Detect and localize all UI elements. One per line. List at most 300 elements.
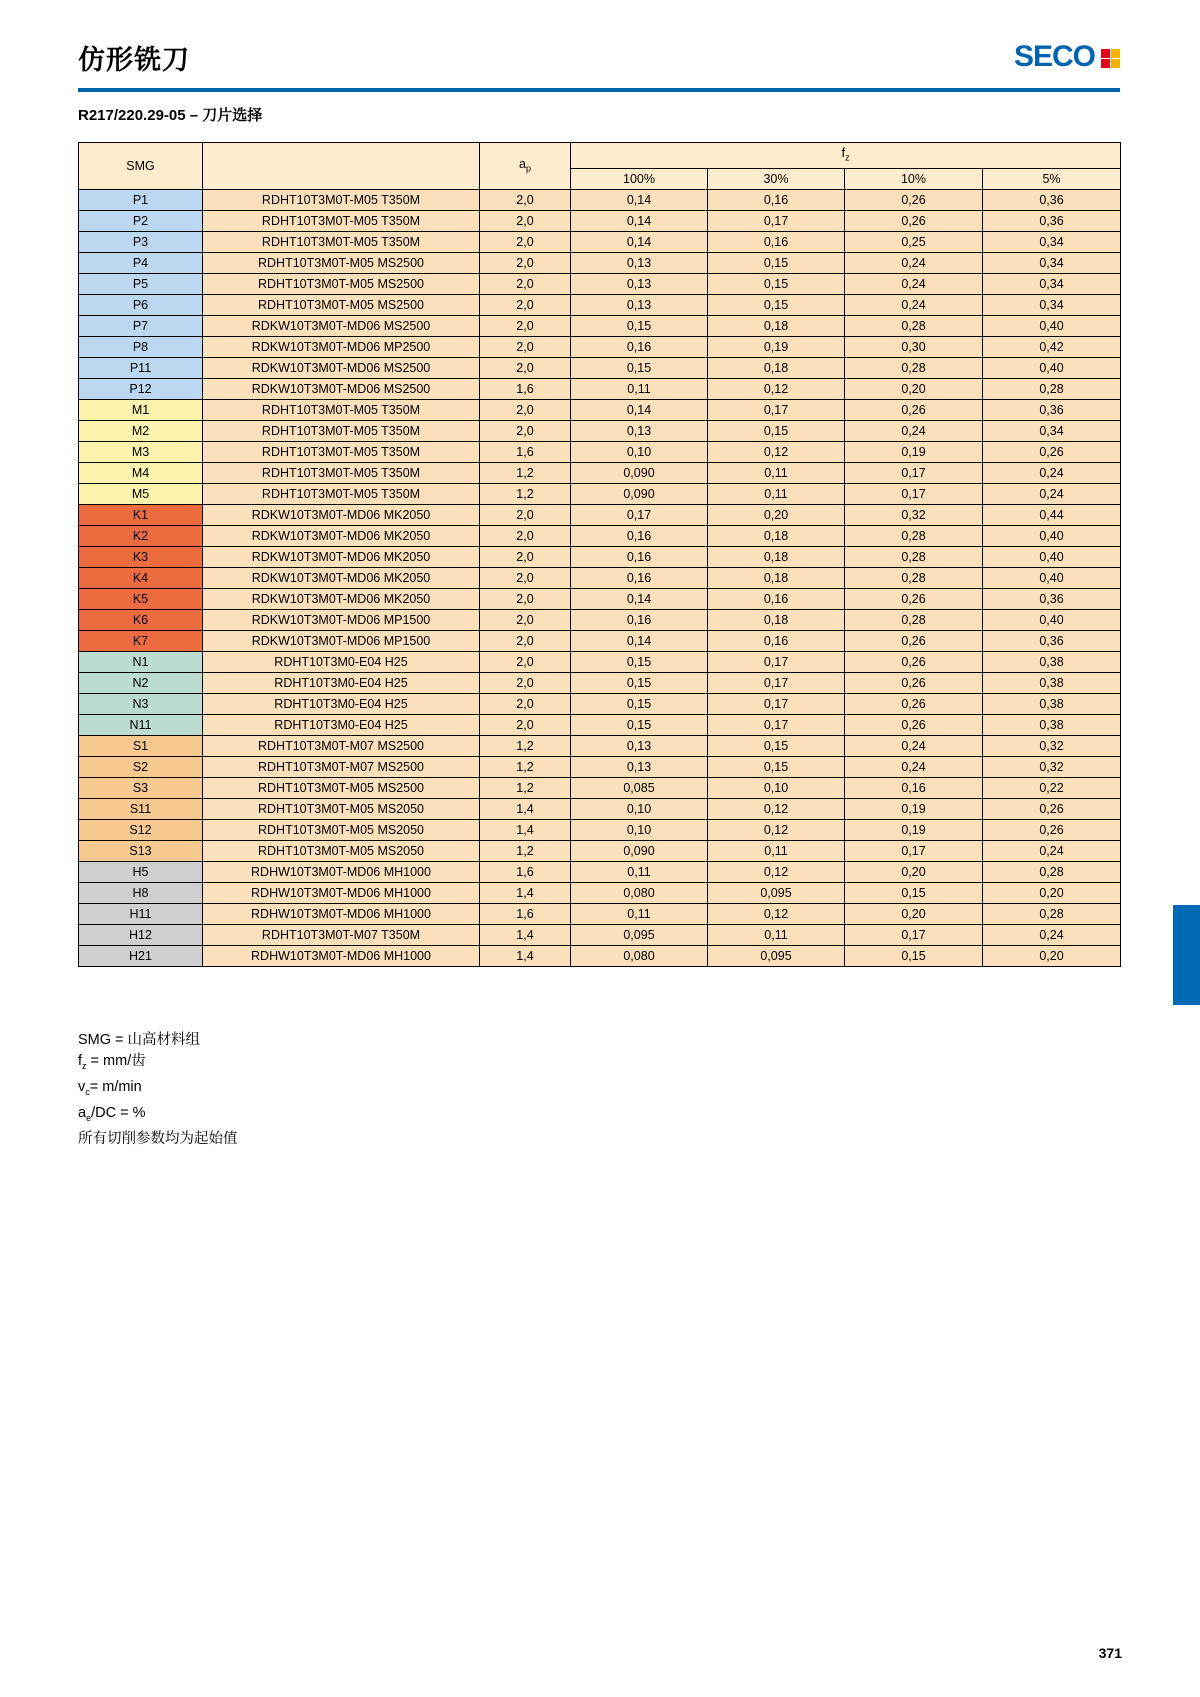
cell-designation: RDHT10T3M0T-M05 MS2500: [203, 777, 480, 798]
cell-fz-10: 0,30: [845, 336, 983, 357]
cell-fz-30: 0,12: [708, 378, 845, 399]
cell-smg: M1: [79, 399, 203, 420]
cell-fz-100: 0,14: [571, 210, 708, 231]
cell-ap: 1,2: [480, 735, 571, 756]
cell-fz-100: 0,15: [571, 651, 708, 672]
cell-smg: S13: [79, 840, 203, 861]
cell-ap: 2,0: [480, 336, 571, 357]
cell-fz-100: 0,14: [571, 630, 708, 651]
cell-fz-100: 0,13: [571, 294, 708, 315]
cell-designation: RDHT10T3M0-E04 H25: [203, 693, 480, 714]
cell-smg: K7: [79, 630, 203, 651]
cell-fz-30: 0,17: [708, 693, 845, 714]
cell-ap: 2,0: [480, 294, 571, 315]
cell-ap: 1,4: [480, 924, 571, 945]
cell-fz-5: 0,24: [983, 840, 1121, 861]
cell-smg: P6: [79, 294, 203, 315]
table-row: [79, 798, 1121, 819]
cell-ap: 1,4: [480, 945, 571, 966]
cell-designation: RDHT10T3M0T-M05 MS2050: [203, 798, 480, 819]
cell-fz-5: 0,38: [983, 651, 1121, 672]
table-row: [79, 672, 1121, 693]
table-row: [79, 861, 1121, 882]
cell-fz-100: 0,090: [571, 483, 708, 504]
cell-fz-10: 0,19: [845, 798, 983, 819]
cell-fz-30: 0,095: [708, 882, 845, 903]
note-vc: [78, 1077, 238, 1103]
cell-fz-10: 0,26: [845, 672, 983, 693]
cell-ap: 1,2: [480, 840, 571, 861]
cell-fz-30: 0,20: [708, 504, 845, 525]
cell-ap: 2,0: [480, 672, 571, 693]
cell-fz-5: 0,40: [983, 357, 1121, 378]
cell-designation: RDHT10T3M0T-M05 T350M: [203, 399, 480, 420]
cell-smg: H8: [79, 882, 203, 903]
cell-fz-100: 0,16: [571, 546, 708, 567]
cell-fz-5: 0,24: [983, 462, 1121, 483]
cell-fz-30: 0,18: [708, 609, 845, 630]
cell-fz-30: 0,17: [708, 399, 845, 420]
cell-fz-10: 0,26: [845, 693, 983, 714]
cell-fz-100: 0,10: [571, 798, 708, 819]
cell-fz-10: 0,28: [845, 567, 983, 588]
cell-fz-100: 0,14: [571, 231, 708, 252]
cell-ap: 1,6: [480, 903, 571, 924]
cell-fz-5: 0,42: [983, 336, 1121, 357]
cell-designation: RDHW10T3M0T-MD06 MH1000: [203, 945, 480, 966]
cell-smg: P3: [79, 231, 203, 252]
cell-fz-30: 0,17: [708, 714, 845, 735]
cell-smg: K1: [79, 504, 203, 525]
cell-fz-5: 0,44: [983, 504, 1121, 525]
cell-ap: 2,0: [480, 210, 571, 231]
cell-fz-5: 0,40: [983, 315, 1121, 336]
cell-fz-5: 0,28: [983, 378, 1121, 399]
cell-fz-10: 0,24: [845, 273, 983, 294]
cell-fz-10: 0,28: [845, 525, 983, 546]
table-row: [79, 315, 1121, 336]
cell-designation: RDHT10T3M0T-M05 MS2500: [203, 273, 480, 294]
cell-smg: P8: [79, 336, 203, 357]
cell-fz-5: 0,34: [983, 231, 1121, 252]
cell-fz-100: 0,14: [571, 399, 708, 420]
cell-smg: S2: [79, 756, 203, 777]
cell-smg: P1: [79, 189, 203, 210]
header-fz-10: 10%: [845, 168, 983, 189]
cell-fz-100: 0,16: [571, 567, 708, 588]
cell-fz-30: 0,16: [708, 630, 845, 651]
cell-designation: RDHT10T3M0T-M07 MS2500: [203, 735, 480, 756]
cell-designation: RDKW10T3M0T-MD06 MP1500: [203, 630, 480, 651]
cell-smg: P11: [79, 357, 203, 378]
cell-fz-100: 0,15: [571, 693, 708, 714]
cell-smg: M5: [79, 483, 203, 504]
cell-fz-5: 0,34: [983, 252, 1121, 273]
cell-fz-100: 0,13: [571, 756, 708, 777]
cell-fz-100: 0,15: [571, 315, 708, 336]
cell-fz-5: 0,38: [983, 693, 1121, 714]
cell-fz-100: 0,17: [571, 504, 708, 525]
table-row: [79, 231, 1121, 252]
cell-fz-100: 0,14: [571, 588, 708, 609]
cell-fz-30: 0,12: [708, 441, 845, 462]
insert-selection-table-wrap: [78, 142, 1120, 967]
cell-fz-5: 0,40: [983, 546, 1121, 567]
cell-fz-30: 0,17: [708, 210, 845, 231]
table-row: [79, 336, 1121, 357]
cell-designation: RDHT10T3M0T-M05 T350M: [203, 462, 480, 483]
cell-fz-10: 0,26: [845, 651, 983, 672]
cell-fz-10: 0,28: [845, 315, 983, 336]
table-row: [79, 945, 1121, 966]
cell-ap: 1,2: [480, 483, 571, 504]
cell-fz-10: 0,20: [845, 378, 983, 399]
cell-ap: 2,0: [480, 651, 571, 672]
cell-fz-5: 0,40: [983, 567, 1121, 588]
cell-designation: RDKW10T3M0T-MD06 MS2500: [203, 378, 480, 399]
note-vc-text: = m/min: [89, 1078, 142, 1095]
cell-fz-10: 0,24: [845, 756, 983, 777]
cell-fz-100: 0,080: [571, 945, 708, 966]
table-row: [79, 294, 1121, 315]
header-ap-label: $a_p$: [519, 156, 531, 174]
cell-ap: 2,0: [480, 273, 571, 294]
cell-smg: M4: [79, 462, 203, 483]
cell-fz-30: 0,12: [708, 861, 845, 882]
cell-ap: 2,0: [480, 714, 571, 735]
cell-ap: 2,0: [480, 525, 571, 546]
cell-designation: RDHT10T3M0T-M05 T350M: [203, 420, 480, 441]
cell-fz-5: 0,26: [983, 441, 1121, 462]
cell-smg: K6: [79, 609, 203, 630]
table-row: [79, 567, 1121, 588]
note-fz-text: = mm/齿: [86, 1053, 146, 1069]
cell-smg: N1: [79, 651, 203, 672]
cell-smg: N3: [79, 693, 203, 714]
cell-fz-100: 0,11: [571, 378, 708, 399]
cell-fz-30: 0,16: [708, 588, 845, 609]
note-fz-symbol: f: [78, 1053, 83, 1069]
cell-fz-10: 0,19: [845, 441, 983, 462]
table-row: [79, 189, 1121, 210]
table-row: [79, 252, 1121, 273]
cell-fz-10: 0,17: [845, 462, 983, 483]
cell-fz-5: 0,34: [983, 294, 1121, 315]
page-title: 仿形铣刀: [78, 45, 190, 75]
cell-smg: S1: [79, 735, 203, 756]
cell-fz-5: 0,40: [983, 609, 1121, 630]
table-row: [79, 903, 1121, 924]
cell-smg: P12: [79, 378, 203, 399]
cell-fz-10: 0,26: [845, 630, 983, 651]
cell-designation: RDHT10T3M0-E04 H25: [203, 651, 480, 672]
cell-fz-100: 0,085: [571, 777, 708, 798]
cell-fz-10: 0,17: [845, 483, 983, 504]
header-smg-label: SMG: [126, 158, 155, 173]
note-vc-symbol: v: [78, 1078, 86, 1095]
cell-smg: K2: [79, 525, 203, 546]
cell-fz-10: 0,26: [845, 210, 983, 231]
note-ae-text: /DC = %: [91, 1104, 146, 1121]
cell-designation: RDHW10T3M0T-MD06 MH1000: [203, 903, 480, 924]
table-row: [79, 693, 1121, 714]
cell-smg: N11: [79, 714, 203, 735]
cell-smg: P7: [79, 315, 203, 336]
cell-fz-30: 0,15: [708, 420, 845, 441]
cell-fz-30: 0,15: [708, 756, 845, 777]
cell-ap: 1,6: [480, 441, 571, 462]
cell-smg: P4: [79, 252, 203, 273]
cell-fz-30: 0,15: [708, 294, 845, 315]
cell-designation: RDHT10T3M0T-M05 T350M: [203, 210, 480, 231]
cell-fz-5: 0,32: [983, 735, 1121, 756]
cell-fz-10: 0,26: [845, 399, 983, 420]
cell-fz-30: 0,11: [708, 924, 845, 945]
cell-ap: 2,0: [480, 420, 571, 441]
cell-ap: 2,0: [480, 567, 571, 588]
footnotes: [78, 1030, 238, 1150]
table-row: [79, 588, 1121, 609]
cell-fz-10: 0,26: [845, 588, 983, 609]
table-row: [79, 924, 1121, 945]
page-header: [78, 34, 1120, 90]
cell-ap: 1,2: [480, 777, 571, 798]
cell-fz-5: 0,36: [983, 630, 1121, 651]
cell-fz-100: 0,090: [571, 840, 708, 861]
cell-fz-30: 0,10: [708, 777, 845, 798]
cell-fz-30: 0,15: [708, 273, 845, 294]
table-row: [79, 840, 1121, 861]
cell-designation: RDHT10T3M0T-M05 MS2500: [203, 294, 480, 315]
cell-fz-30: 0,11: [708, 483, 845, 504]
cell-fz-5: 0,40: [983, 525, 1121, 546]
cell-fz-10: 0,25: [845, 231, 983, 252]
cell-ap: 2,0: [480, 315, 571, 336]
note-ae-symbol: a: [78, 1104, 87, 1121]
table-row: [79, 651, 1121, 672]
cell-designation: RDHT10T3M0T-M07 T350M: [203, 924, 480, 945]
cell-fz-30: 0,17: [708, 672, 845, 693]
cell-ap: 2,0: [480, 588, 571, 609]
cell-designation: RDHT10T3M0T-M05 T350M: [203, 231, 480, 252]
table-row: [79, 441, 1121, 462]
note-smg: SMG = 山高材料组: [78, 1032, 201, 1048]
cell-fz-100: 0,095: [571, 924, 708, 945]
header-fz-label: $f_z$: [841, 145, 850, 163]
cell-fz-100: 0,16: [571, 336, 708, 357]
cell-fz-30: 0,16: [708, 189, 845, 210]
cell-fz-30: 0,18: [708, 567, 845, 588]
cell-designation: RDKW10T3M0T-MD06 MP2500: [203, 336, 480, 357]
cell-fz-10: 0,28: [845, 609, 983, 630]
cell-designation: RDHT10T3M0T-M05 T350M: [203, 441, 480, 462]
cell-fz-100: 0,090: [571, 462, 708, 483]
table-row: [79, 357, 1121, 378]
cell-fz-10: 0,26: [845, 189, 983, 210]
cell-fz-30: 0,095: [708, 945, 845, 966]
table-row: [79, 756, 1121, 777]
table-row: [79, 630, 1121, 651]
table-body: [79, 189, 1121, 966]
cell-fz-30: 0,11: [708, 462, 845, 483]
header-designation: [203, 143, 480, 190]
cell-ap: 2,0: [480, 693, 571, 714]
cell-fz-100: 0,10: [571, 441, 708, 462]
cell-smg: H11: [79, 903, 203, 924]
insert-selection-table: [78, 142, 1121, 967]
cell-smg: P5: [79, 273, 203, 294]
cell-fz-10: 0,19: [845, 819, 983, 840]
cell-fz-30: 0,16: [708, 231, 845, 252]
cell-fz-10: 0,17: [845, 924, 983, 945]
cell-fz-10: 0,17: [845, 840, 983, 861]
section-tab-marker: [1173, 905, 1200, 1005]
table-row: [79, 777, 1121, 798]
cell-fz-5: 0,36: [983, 588, 1121, 609]
cell-designation: RDHW10T3M0T-MD06 MH1000: [203, 861, 480, 882]
cell-fz-10: 0,26: [845, 714, 983, 735]
cell-fz-30: 0,18: [708, 315, 845, 336]
logo-squares-icon: [1101, 49, 1120, 68]
table-row: [79, 735, 1121, 756]
table-row: [79, 504, 1121, 525]
cell-designation: RDKW10T3M0T-MD06 MK2050: [203, 525, 480, 546]
cell-fz-5: 0,24: [983, 483, 1121, 504]
cell-fz-100: 0,15: [571, 672, 708, 693]
cell-fz-5: 0,20: [983, 882, 1121, 903]
cell-ap: 2,0: [480, 504, 571, 525]
cell-ap: 1,2: [480, 756, 571, 777]
table-row: [79, 378, 1121, 399]
table-row: [79, 714, 1121, 735]
header-smg: [79, 143, 203, 190]
cell-designation: RDHT10T3M0T-M07 MS2500: [203, 756, 480, 777]
cell-fz-5: 0,32: [983, 756, 1121, 777]
cell-fz-100: 0,15: [571, 357, 708, 378]
table-row: [79, 483, 1121, 504]
cell-fz-100: 0,16: [571, 525, 708, 546]
cell-smg: S12: [79, 819, 203, 840]
cell-fz-30: 0,15: [708, 252, 845, 273]
cell-ap: 1,4: [480, 882, 571, 903]
cell-fz-10: 0,20: [845, 903, 983, 924]
cell-designation: RDHT10T3M0T-M05 T350M: [203, 189, 480, 210]
note-ae-subscript: e: [86, 1112, 92, 1123]
cell-fz-5: 0,20: [983, 945, 1121, 966]
header-divider: [78, 88, 1120, 92]
table-row: [79, 210, 1121, 231]
cell-ap: 2,0: [480, 609, 571, 630]
note-fz-subscript: z: [82, 1060, 87, 1071]
cell-fz-10: 0,16: [845, 777, 983, 798]
cell-smg: H21: [79, 945, 203, 966]
cell-fz-5: 0,38: [983, 714, 1121, 735]
cell-fz-10: 0,20: [845, 861, 983, 882]
table-row: [79, 609, 1121, 630]
cell-ap: 1,2: [480, 462, 571, 483]
cell-fz-100: 0,15: [571, 714, 708, 735]
logo-text: SECO: [1013, 40, 1095, 73]
section-title: R217/220.29-05 – 刀片选择: [78, 107, 263, 124]
cell-fz-5: 0,34: [983, 420, 1121, 441]
cell-fz-100: 0,13: [571, 273, 708, 294]
cell-fz-100: 0,080: [571, 882, 708, 903]
cell-fz-10: 0,24: [845, 420, 983, 441]
cell-fz-5: 0,28: [983, 861, 1121, 882]
cell-smg: P2: [79, 210, 203, 231]
table-row: [79, 882, 1121, 903]
cell-fz-30: 0,12: [708, 903, 845, 924]
cell-designation: RDHT10T3M0T-M05 T350M: [203, 483, 480, 504]
cell-fz-30: 0,12: [708, 798, 845, 819]
cell-fz-30: 0,17: [708, 651, 845, 672]
cell-ap: 2,0: [480, 252, 571, 273]
cell-fz-5: 0,36: [983, 399, 1121, 420]
cell-designation: RDHT10T3M0T-M05 MS2050: [203, 819, 480, 840]
cell-smg: H12: [79, 924, 203, 945]
cell-smg: S11: [79, 798, 203, 819]
cell-ap: 2,0: [480, 630, 571, 651]
cell-fz-100: 0,16: [571, 609, 708, 630]
note-vc-subscript: c: [85, 1086, 90, 1097]
cell-fz-30: 0,18: [708, 357, 845, 378]
cell-designation: RDHT10T3M0T-M05 MS2500: [203, 252, 480, 273]
cell-fz-100: 0,14: [571, 189, 708, 210]
cell-ap: 1,4: [480, 819, 571, 840]
cell-designation: RDKW10T3M0T-MD06 MK2050: [203, 588, 480, 609]
header-fz-30: 30%: [708, 168, 845, 189]
cell-fz-10: 0,24: [845, 735, 983, 756]
cell-fz-10: 0,28: [845, 546, 983, 567]
cell-fz-10: 0,32: [845, 504, 983, 525]
cell-fz-5: 0,36: [983, 189, 1121, 210]
cell-fz-10: 0,28: [845, 357, 983, 378]
cell-fz-30: 0,19: [708, 336, 845, 357]
header-ap: [480, 143, 571, 190]
cell-designation: RDHW10T3M0T-MD06 MH1000: [203, 882, 480, 903]
cell-smg: M3: [79, 441, 203, 462]
cell-smg: K5: [79, 588, 203, 609]
cell-designation: RDKW10T3M0T-MD06 MS2500: [203, 357, 480, 378]
cell-fz-5: 0,26: [983, 819, 1121, 840]
cell-designation: RDKW10T3M0T-MD06 MK2050: [203, 546, 480, 567]
cell-smg: N2: [79, 672, 203, 693]
cell-smg: M2: [79, 420, 203, 441]
table-row: [79, 462, 1121, 483]
cell-fz-10: 0,15: [845, 882, 983, 903]
cell-fz-5: 0,28: [983, 903, 1121, 924]
cell-fz-30: 0,11: [708, 840, 845, 861]
cell-fz-5: 0,36: [983, 210, 1121, 231]
cell-ap: 2,0: [480, 546, 571, 567]
cell-smg: S3: [79, 777, 203, 798]
cell-designation: RDHT10T3M0-E04 H25: [203, 672, 480, 693]
table-header: [79, 143, 1121, 190]
cell-designation: RDHT10T3M0T-M05 MS2050: [203, 840, 480, 861]
cell-ap: 2,0: [480, 399, 571, 420]
cell-fz-30: 0,12: [708, 819, 845, 840]
cell-fz-100: 0,13: [571, 252, 708, 273]
cell-ap: 1,6: [480, 378, 571, 399]
cell-fz-30: 0,18: [708, 525, 845, 546]
cell-fz-100: 0,10: [571, 819, 708, 840]
cell-smg: H5: [79, 861, 203, 882]
cell-ap: 2,0: [480, 357, 571, 378]
note-starting-values: 所有切削参数均为起始值: [78, 1130, 238, 1147]
cell-fz-5: 0,34: [983, 273, 1121, 294]
cell-fz-5: 0,22: [983, 777, 1121, 798]
page-number: 371: [1098, 1645, 1122, 1661]
